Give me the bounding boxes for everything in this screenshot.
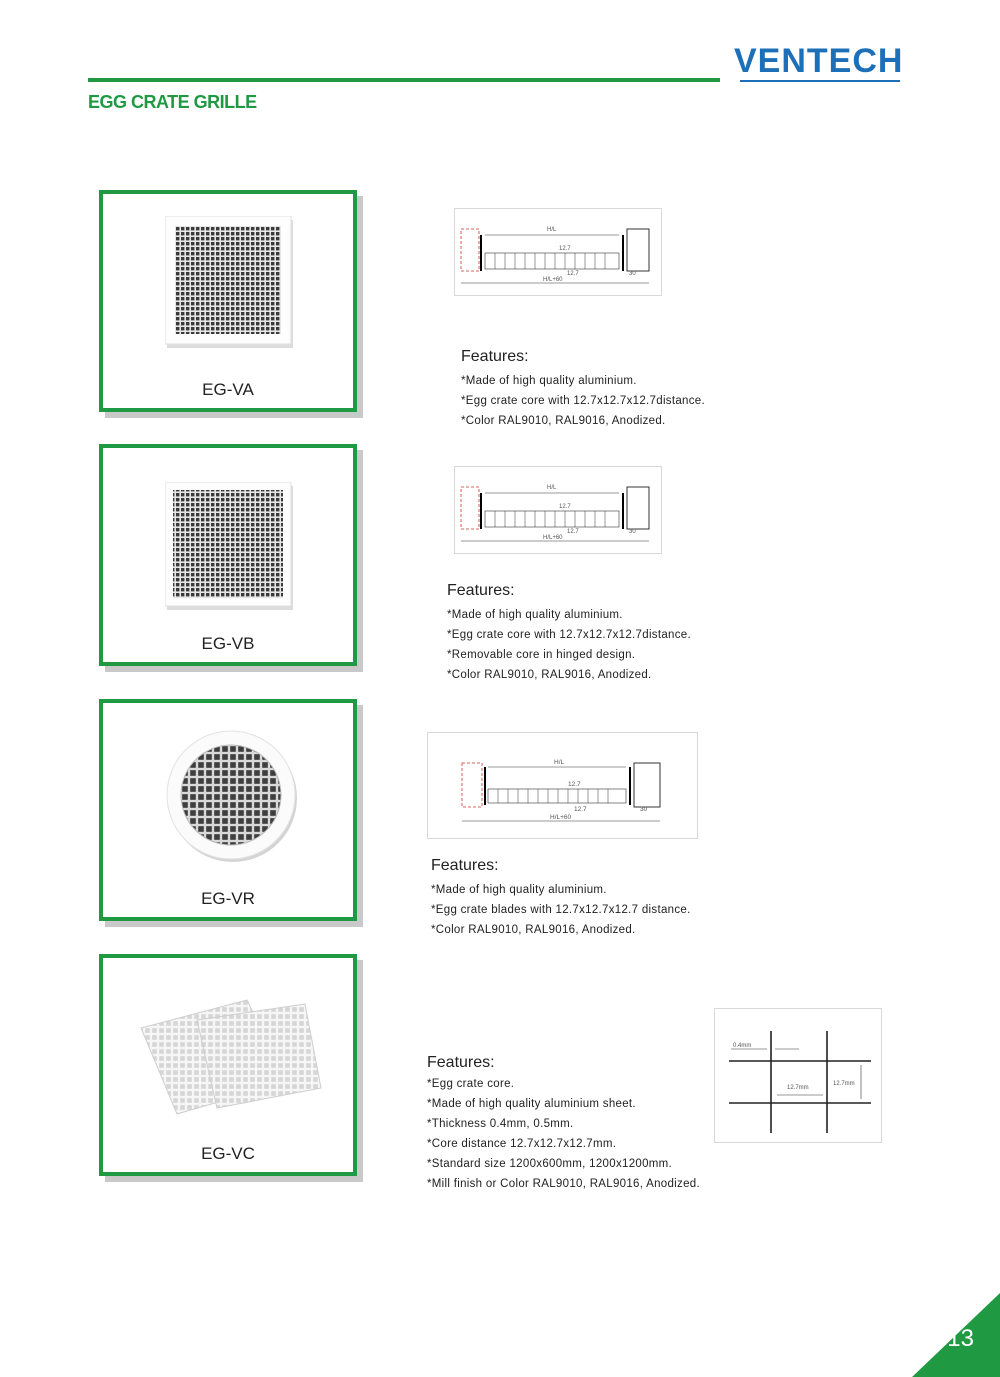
feature-item: *Color RAL9010, RAL9016, Anodized.: [461, 415, 666, 427]
egg-crate-core-image: [137, 992, 337, 1122]
dim-hl: H/L: [554, 759, 565, 766]
dim-pitch: 12.7: [559, 246, 571, 252]
features-title: Features:: [427, 1054, 495, 1071]
features-title: Features:: [447, 582, 515, 599]
product-card-eg-vb: [99, 444, 357, 666]
dim-pitch: 12.7: [568, 781, 581, 788]
feature-item: *Egg crate blades with 12.7x12.7x12.7 distance.: [431, 904, 691, 916]
feature-item: *Made of high quality aluminium sheet.: [427, 1098, 636, 1110]
section-diagram-eg-va: [454, 208, 662, 296]
features-list-eg-vr: [431, 880, 691, 940]
feature-item: *Thickness 0.4mm, 0.5mm.: [427, 1118, 574, 1130]
dim-pitch: 12.7: [559, 504, 571, 510]
dim-pitch-bottom: 12.7: [567, 529, 579, 535]
dim-side: 30: [629, 271, 636, 277]
feature-item: *Color RAL9010, RAL9016, Anodized.: [431, 924, 636, 936]
feature-item: *Mill finish or Color RAL9010, RAL9016, Anodized.: [427, 1178, 700, 1190]
brand-underline: [740, 80, 900, 82]
round-grille-image: [165, 729, 301, 865]
product-card-eg-va: [99, 190, 357, 412]
features-list-eg-va: [461, 371, 705, 431]
dim-thickness: 0.4mm: [733, 1043, 752, 1049]
feature-item: *Egg crate core with 12.7x12.7x12.7distance.: [447, 629, 691, 641]
page-number: 13: [947, 1325, 974, 1352]
model-label: EG-VR: [201, 889, 255, 908]
features-title: Features:: [431, 857, 499, 874]
dim-hl: H/L: [547, 227, 557, 233]
product-card-eg-vc: [99, 954, 357, 1176]
page-title: EGG CRATE GRILLE: [88, 92, 257, 112]
features-list-eg-vb: [447, 605, 691, 685]
brand-logo: VENTECH: [734, 42, 904, 80]
section-diagram-eg-vb: [454, 466, 662, 554]
square-grille-image: [165, 482, 295, 612]
dim-total: H/L+60: [543, 535, 563, 541]
feature-item: *Made of high quality aluminium.: [461, 375, 637, 387]
dim-pitch-v: 12.7mm: [833, 1081, 855, 1087]
feature-item: *Standard size 1200x600mm, 1200x1200mm.: [427, 1158, 673, 1170]
features-list-eg-vc: [427, 1074, 700, 1194]
feature-item: *Egg crate core with 12.7x12.7x12.7distance.: [461, 395, 705, 407]
dim-total: H/L+60: [543, 277, 563, 283]
feature-item: *Made of high quality aluminium.: [447, 609, 623, 621]
feature-item: *Core distance 12.7x12.7x12.7mm.: [427, 1138, 617, 1150]
features-title: Features:: [461, 348, 529, 365]
dim-pitch-bottom: 12.7: [574, 806, 587, 813]
core-dimension-diagram: [714, 1008, 882, 1143]
model-label: EG-VA: [202, 380, 254, 399]
feature-item: *Removable core in hinged design.: [447, 649, 636, 661]
dim-side: 30: [640, 806, 648, 813]
square-grille-image: [165, 216, 295, 350]
model-label: EG-VC: [201, 1144, 255, 1163]
model-label: EG-VB: [201, 634, 255, 653]
product-card-eg-vr: [99, 699, 357, 921]
dim-side: 30: [629, 529, 636, 535]
dim-pitch-bottom: 12.7: [567, 271, 579, 277]
section-diagram-eg-vr: [427, 732, 698, 839]
dim-total: H/L+60: [550, 814, 572, 821]
feature-item: *Egg crate core.: [427, 1078, 515, 1090]
feature-item: *Color RAL9010, RAL9016, Anodized.: [447, 669, 652, 681]
feature-item: *Made of high quality aluminium.: [431, 884, 607, 896]
dim-pitch-h: 12.7mm: [787, 1085, 809, 1091]
header-rule: [88, 78, 720, 82]
dim-hl: H/L: [547, 485, 557, 491]
